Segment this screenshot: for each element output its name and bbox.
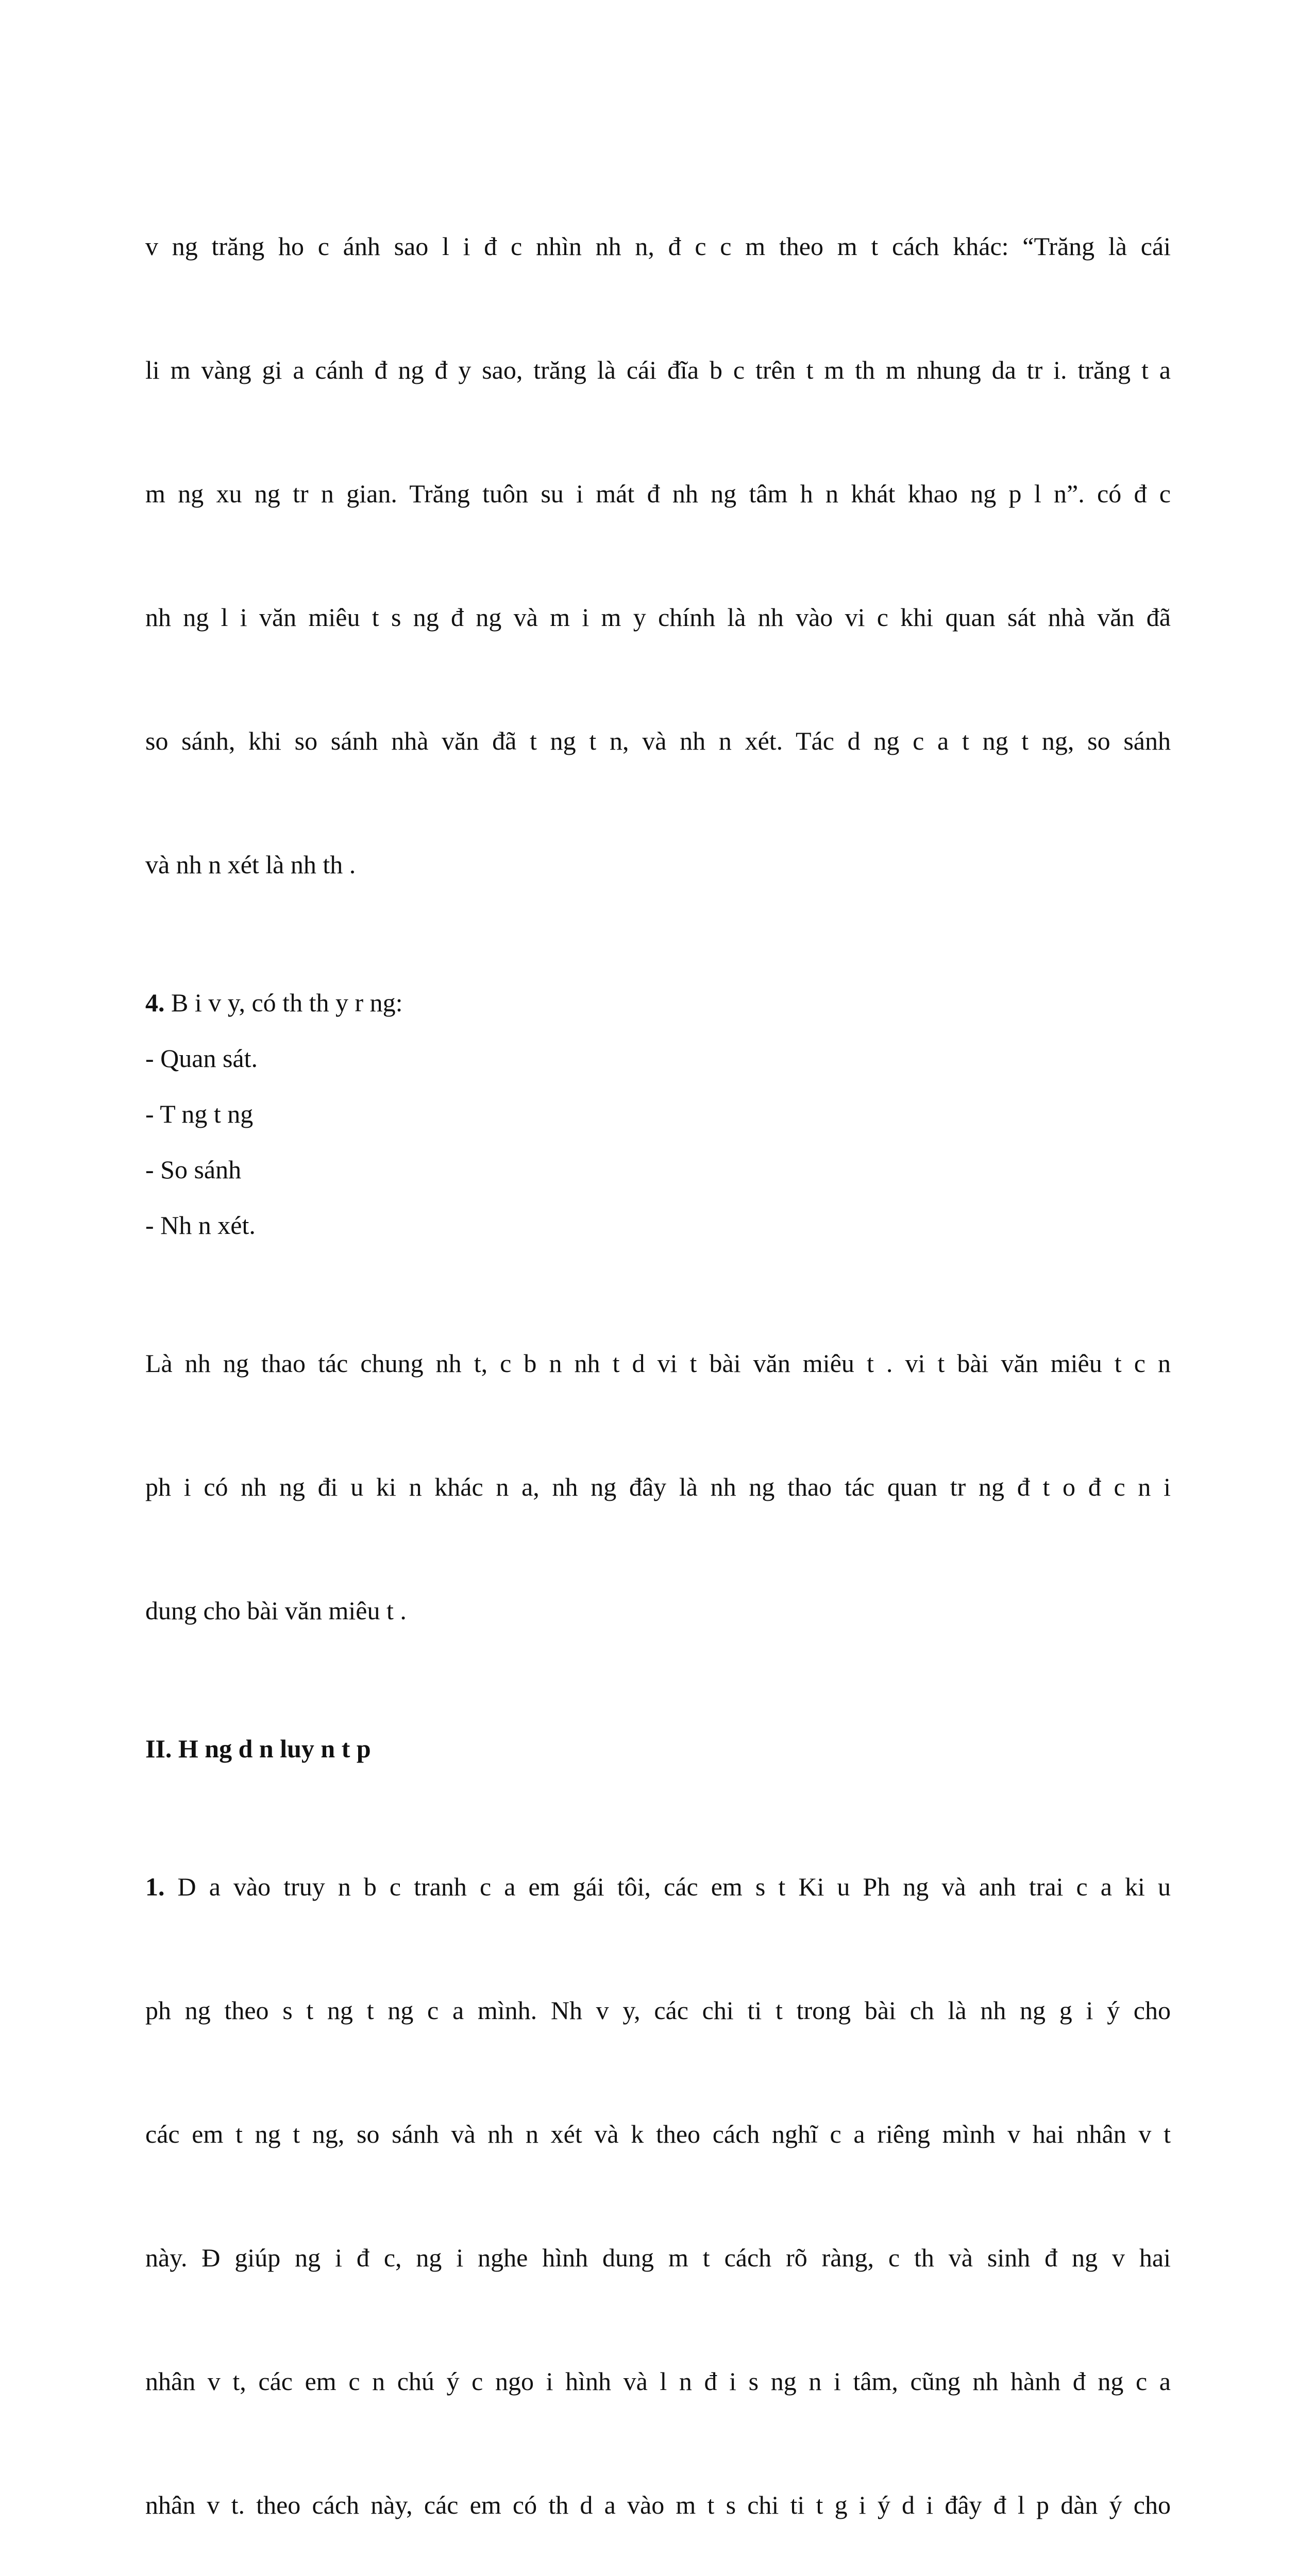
text-line: nh ng l i văn miêu t s ng đ ng và m i m y chính là nh vào vi c khi quan sát nhà văn đã — [145, 603, 1171, 632]
list-item: - Nh n xét. — [145, 1211, 256, 1240]
text-line: các em t ng t ng, so sánh và nh n xét và k theo cách nghĩ c a riêng mình v hai nhân v t — [145, 2120, 1171, 2148]
text-line: li m vàng gi a cánh đ ng đ y sao, trăng là cái đĩa b c trên t m th m nhung da tr i. trăng t a — [145, 355, 1171, 384]
section-heading-practice: II. H ng d n luy n t p — [145, 1734, 371, 1763]
text-line: ph ng theo s t ng t ng c a mình. Nh v y, các chi ti t trong bài ch là nh ng g i ý cho — [145, 1996, 1171, 2025]
list-item: - So sánh — [145, 1155, 242, 1184]
text-line: m ng xu ng tr n gian. Trăng tuôn su i mát đ nh ng tâm h n khát khao ng p l n”. có đ c — [145, 479, 1171, 508]
section-number: 4. — [145, 988, 165, 1017]
text-line: ph i có nh ng đi u ki n khác n a, nh ng đây là nh ng thao tác quan tr ng đ t o đ c n i — [145, 1472, 1171, 1501]
section-text: B i v y, có th th y r ng: — [164, 988, 403, 1017]
paragraph-moon-description — [145, 143, 1171, 968]
text-line: và nh n xét là nh th . — [145, 850, 356, 879]
text-line: nhân v t. theo cách này, các em có th d a vào m t s chi ti t g i ý d i đây đ l p dàn ý cho — [145, 2490, 1171, 2519]
document-page — [145, 143, 1171, 2576]
text-line: Là nh ng thao tác chung nh t, c b n nh t d vi t bài văn miêu t . vi t bài văn miêu t c n — [145, 1349, 1171, 1378]
list-item: - T ng t ng — [145, 1099, 254, 1128]
text-line: v ng trăng ho c ánh sao l i đ c nhìn nh n, đ c c m theo m t cách khác: “Trăng là cái — [145, 232, 1171, 261]
text-line: nhân v t, các em c n chú ý c ngo i hình và l n đ i s ng n i tâm, cũng nh hành đ ng c a — [145, 2367, 1171, 2396]
text-line: so sánh, khi so sánh nhà văn đã t ng t n, và nh n xét. Tác d ng c a t ng t ng, so sánh — [145, 726, 1171, 755]
list-item: - Quan sát. — [145, 1044, 258, 1073]
exercise-number: 1. — [145, 1872, 165, 1901]
paragraph-operations-summary — [145, 1260, 1171, 1714]
text-line — [145, 1866, 1171, 1907]
exercise-text: D a vào truy n b c tranh c a em gái tôi, các em s t Ki u Ph ng và anh trai c a ki u — [164, 1872, 1171, 1901]
text-line: này. Đ giúp ng i đ c, ng i nghe hình dung m t cách rõ ràng, c th và sinh đ ng v hai — [145, 2243, 1171, 2272]
section-4-intro — [145, 982, 1171, 1023]
text-line: dung cho bài văn miêu t . — [145, 1596, 407, 1625]
paragraph-exercise-1 — [145, 1784, 1171, 2576]
